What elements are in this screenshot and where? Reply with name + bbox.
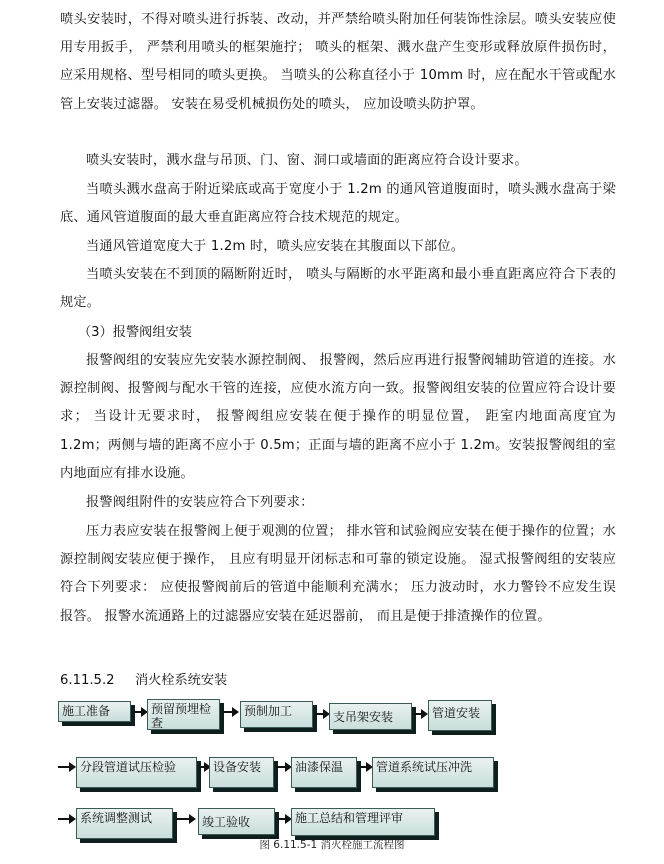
subheading-alarm-valve: （3）报警阀组安装 — [78, 325, 192, 340]
flow-step-pressure-test: 分段管道试压检验 — [76, 757, 197, 788]
flow-step-system-flush: 管道系统试压冲洗 — [372, 757, 494, 788]
paragraph-partition: 当喷头安装在不到顶的隔断附近时， 喷头与隔断的水平距离和最小垂直距离应符合下表的规定。 — [60, 267, 616, 311]
paragraph-beam-clearance: 当喷头溅水盘高于附近梁底或高于宽度小于 1.2m 的通风管道腹面时，喷头溅水盘高于梁底、通风管道腹面的最大垂直距离应符合技术规范的规定。 — [60, 182, 616, 226]
paragraph-accessories-requirements: 压力表应安装在报警阀上便于观测的位置； 排水管和试验阀应安装在便于操作的位置；水源控制阀安装应便于操作， 且应有明显开闭标志和可靠的锁定设施。 湿式报警阀组的安装应符合下列要求： 应使报警阀前后的管道中能顺利充满水； 压力波动时，水力警铃不应发生误报答。 报警水流通路上的过滤器应安装在延迟器前， 而且是便于排渣操作的位置。 — [60, 524, 616, 624]
flow-arrow — [223, 711, 233, 713]
paragraph-accessories-intro: 报警阀组附件的安装应符合下列要求： — [86, 495, 314, 510]
section-heading — [60, 671, 227, 691]
paragraph-deflector-distance: 喷头安装时，溅水盘与吊顶、门、窗、洞口或墙面的距离应符合设计要求。 — [86, 153, 528, 168]
section-title: 消火栓系统安装 — [134, 673, 228, 688]
flow-arrow — [276, 766, 286, 768]
flow-step-embedded-check: 预留预埋检查 — [147, 699, 220, 730]
flow-arrow — [134, 711, 142, 713]
flow-step-painting-insulation: 油漆保温 — [291, 757, 357, 788]
flow-step-system-tuning: 系统调整测试 — [76, 808, 173, 839]
flow-arrow — [278, 818, 286, 820]
flow-arrow — [58, 766, 70, 768]
flow-arrow — [414, 713, 422, 715]
figure-caption: 图 6.11.5-1 消火栓施工流程图 — [259, 839, 405, 851]
flow-arrow — [316, 713, 324, 715]
flow-step-acceptance: 竣工验收 — [198, 808, 275, 835]
paragraph-duct-width: 当通风管道宽度大于 1.2m 时，喷头应安装在其腹面以下部位。 — [86, 239, 465, 254]
section-number: 6.11.5.2 — [60, 673, 115, 688]
flow-step-construction-prep: 施工准备 — [58, 701, 131, 722]
flow-step-equipment-install: 设备安装 — [209, 757, 274, 788]
flow-step-pipe-install: 管道安装 — [428, 700, 492, 731]
flow-arrow — [176, 818, 190, 820]
paragraph-alarm-valve-install: 报警阀组的安装应先安装水源控制阀、 报警阀，然后应再进行报警阀辅助管道的连接。水源控制阀、报警阀与配水干管的连接，应使水流方向一致。报警阀组安装的位置应符合设计要求； 当设计无要求时， 报警阀组应安装在便于操作的明显位置， 距室内地面高度宜为 1.2m；两侧与墙的距离不应小于 0.5m；正面与墙的距离不应小于 1.2m。安装报警阀组的室内地面应有排水设施。 — [60, 353, 616, 481]
flow-step-prefabrication: 预制加工 — [240, 701, 313, 728]
flow-arrow — [58, 818, 70, 820]
flow-arrow — [359, 766, 367, 768]
flow-step-summary-review: 施工总结和管理评审 — [291, 808, 435, 836]
paragraph-sprinkler-install: 喷头安装时，不得对喷头进行拆装、改动，并严禁给喷头附加任何装饰性涂层。喷头安装应使用专用扳手， 严禁利用喷头的框架施拧； 喷头的框架、溅水盘产生变形或释放原件损伤时，应采用规格、型号相同的喷头更换。 当喷头的公称直径小于 10mm 时，应在配水干管或配水管上安装过滤器。 安装在易受机械损伤处的喷头， 应加设喷头防护罩。 — [60, 12, 616, 112]
flow-step-support-install: 支吊架安装 — [329, 703, 412, 730]
flow-arrow — [199, 766, 205, 768]
